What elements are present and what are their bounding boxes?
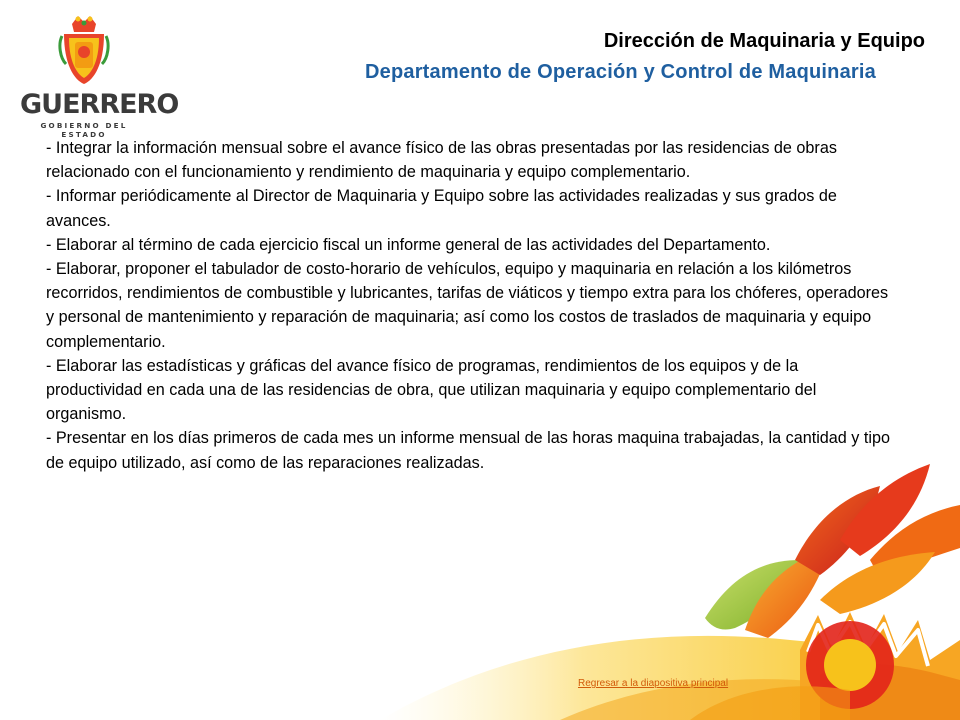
coat-of-arms-icon <box>58 14 110 86</box>
function-item: - Presentar en los días primeros de cada mes un informe mensual de las horas maquina trabajadas, la cantidad y tipo de equipo utilizado, así como de las reparaciones realizadas. <box>46 429 891 472</box>
function-item: - Integrar la información mensual sobre el avance físico de las obras presentadas por las residencias de obras relacionado con el funcionamiento y rendimiento de maquinaria y equipo complementario. <box>46 139 837 182</box>
function-item: - Elaborar al término de cada ejercicio fiscal un informe general de las actividades del Departamento. <box>46 235 771 254</box>
functions-list <box>46 136 896 475</box>
logo-wordmark: GUERRERO <box>20 89 179 120</box>
guerrero-logo <box>20 14 179 139</box>
page-title: Dirección de Maquinaria y Equipo <box>603 30 925 52</box>
function-item: - Informar periódicamente al Director de Maquinaria y Equipo sobre las actividades realizadas y sus grados de avances. <box>46 187 837 230</box>
logo-subtitle: GOBIERNO DEL ESTADO <box>40 121 128 139</box>
page-subtitle: Departamento de Operación y Control de Maquinaria <box>364 61 876 83</box>
back-to-main-slide-link[interactable]: Regresar a la diapositiva principal <box>578 678 729 689</box>
function-item: - Elaborar las estadísticas y gráficas del avance físico de programas, rendimientos de los equipos y de la productividad en cada una de las residencias de obra, que utilizan maquinaria y equipo complementario del organismo. <box>46 356 817 424</box>
function-item: - Elaborar, proponer el tabulador de costo-horario de vehículos, equipo y maquinaria en relación a los kilómetros recorridos, rendimientos de combustible y lubricantes, tarifas de viáticos y tiempo extra para los chóferes, operadores y personal de mantenimiento y reparación de maquinaria; así como los costos de traslados de maquinaria y equipo complementario. <box>46 260 889 351</box>
